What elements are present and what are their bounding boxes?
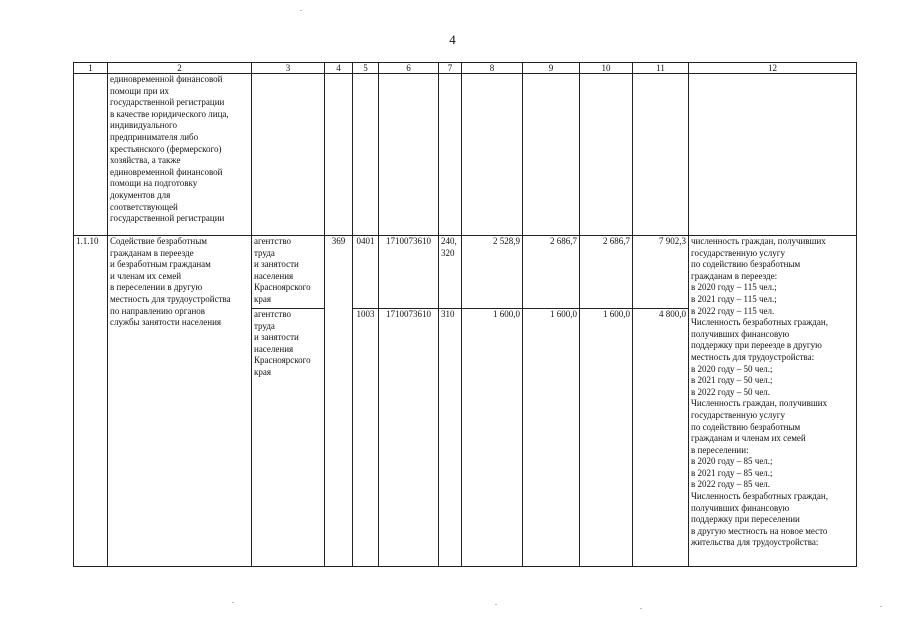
measure-name: Содействие безработным гражданам в переезде и безработным гражданам и членам их семей в переселении в другую местность для трудоустройства по направлению органов службы занятости населения — [108, 236, 252, 567]
program-table — [73, 62, 857, 567]
grbs-cell: 369 — [325, 236, 353, 567]
vr-cell: 240, 320 — [439, 236, 462, 309]
col-header: 12 — [689, 63, 857, 74]
column-number-row — [74, 63, 857, 74]
col-header: 8 — [462, 63, 523, 74]
rzpr-cell: 0401 — [353, 236, 379, 309]
empty-cell — [74, 74, 108, 236]
csr-cell: 1710073610 — [379, 236, 439, 309]
amount-2021: 1 600,0 — [523, 309, 580, 567]
empty-cell — [439, 74, 462, 236]
table-row-1-1-10-a — [74, 236, 857, 309]
col-header: 1 — [74, 63, 108, 74]
col-header: 4 — [325, 63, 353, 74]
amount-total: 7 902,3 — [633, 236, 689, 309]
empty-cell — [325, 74, 353, 236]
result-indicators: численность граждан, получивших государственную услугу по содействию безработным гражданам в переезде: в 2020 году – 115 чел.; в 2021 году – 115 чел.; в 2022 году – 115 чел. Численность безработных граждан, получивших финансовую поддержку при переезде в другую местность для трудоустройства: в 2020 году – 50 чел.; в 2021 году – 50 чел.; в 2022 году – 50 чел. Численность граждан, получивших государственную услугу по содействию безработным гражданам и членам их семей в переселении: в 2020 году – 85 чел.; в 2021 году – 85 чел.; в 2022 году – 85 чел. Численность безработных граждан, получивших финансовую поддержку при переселении в другую местность на новое место жительства для трудоустройства: — [689, 236, 857, 567]
empty-cell — [633, 74, 689, 236]
amount-2021: 2 686,7 — [523, 236, 580, 309]
col-header: 5 — [353, 63, 379, 74]
empty-cell — [462, 74, 523, 236]
col-header: 7 — [439, 63, 462, 74]
col-header: 9 — [523, 63, 580, 74]
scan-speck — [880, 606, 882, 607]
continued-measure-name: единовременной финансовой помощи при их государственной регистрации в качестве юридического лица, индивидуального предпринимателя либо крестьянского (фермерского) хозяйства, а также единовременной финансовой помощи на подготовку документов для соответствующей государственной регистрации — [108, 74, 252, 236]
col-header: 6 — [379, 63, 439, 74]
scan-speck — [300, 10, 302, 11]
col-header: 11 — [633, 63, 689, 74]
scan-speck — [495, 604, 497, 605]
executor-cell: агентство труда и занятости населения Красноярского края — [252, 236, 325, 309]
amount-total: 4 800,0 — [633, 309, 689, 567]
scan-speck — [640, 608, 642, 609]
empty-cell — [523, 74, 580, 236]
col-header: 10 — [580, 63, 633, 74]
executor-cell: агентство труда и занятости населения Красноярского края — [252, 309, 325, 567]
col-header: 3 — [252, 63, 325, 74]
empty-cell — [252, 74, 325, 236]
amount-2020: 1 600,0 — [462, 309, 523, 567]
row-code: 1.1.10 — [74, 236, 108, 567]
empty-cell — [580, 74, 633, 236]
amount-2022: 2 686,7 — [580, 236, 633, 309]
empty-cell — [353, 74, 379, 236]
amount-2022: 1 600,0 — [580, 309, 633, 567]
continued-row — [74, 74, 857, 236]
page-number: 4 — [449, 32, 456, 47]
scan-speck — [232, 602, 234, 603]
amount-2020: 2 528,9 — [462, 236, 523, 309]
vr-cell: 310 — [439, 309, 462, 567]
rzpr-cell: 1003 — [353, 309, 379, 567]
empty-cell — [689, 74, 857, 236]
csr-cell: 1710073610 — [379, 309, 439, 567]
col-header: 2 — [108, 63, 252, 74]
empty-cell — [379, 74, 439, 236]
